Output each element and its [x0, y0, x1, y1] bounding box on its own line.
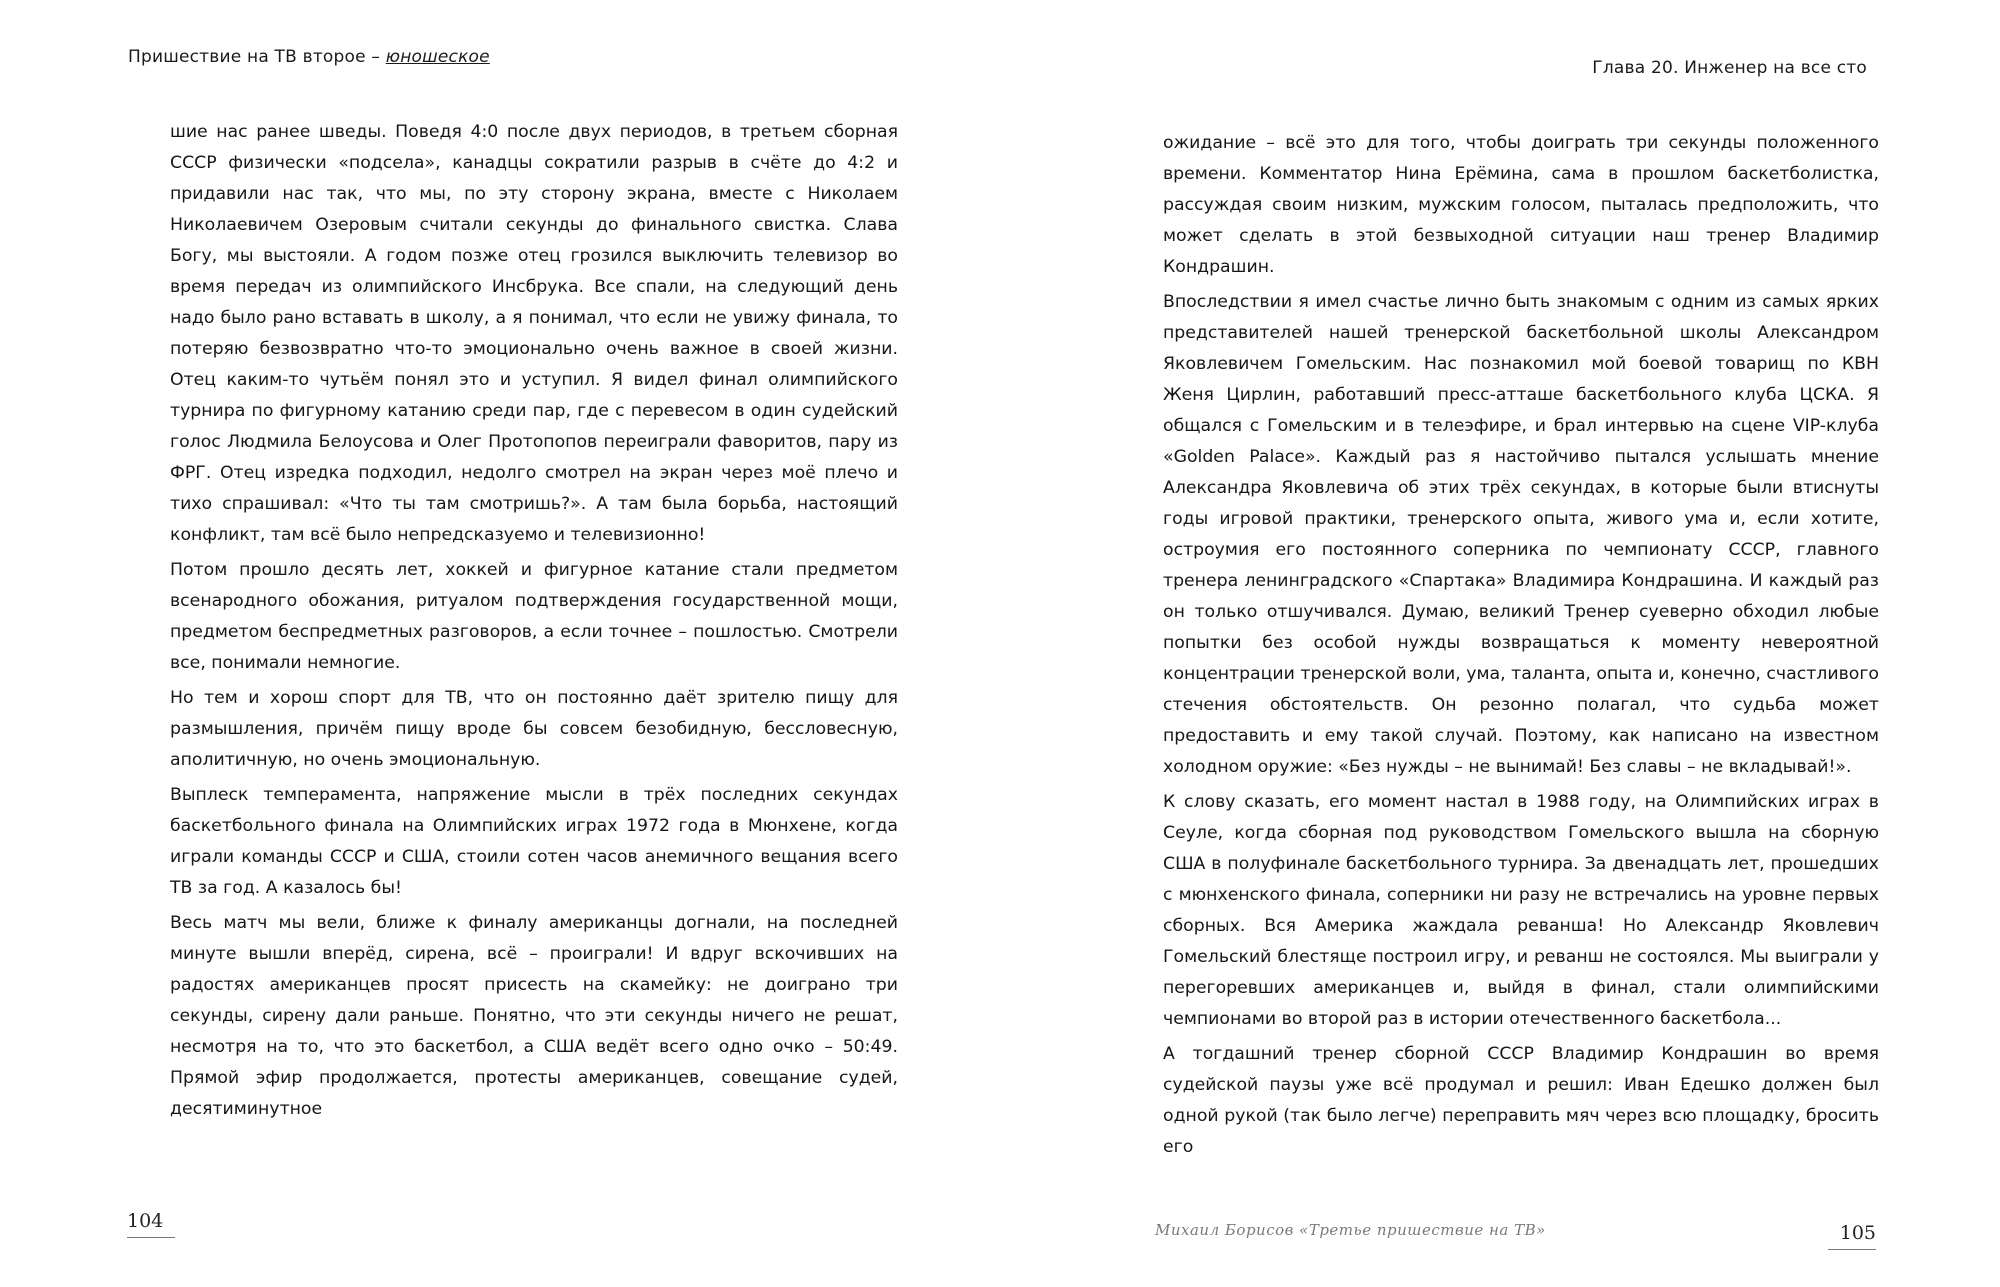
right-paragraph: К слову сказать, его момент настал в 1988 году, на Олимпийских играх в Сеуле, когда сборная под руководством Гомельского вышла на сборную США в полуфинале баскетбольного турнира. За двенадцать лет, прошедших с мюнхенского финала, соперники ни разу не встречались на уровне первых сборных. Вся Америка жаждала реванша! Но Александр Яковлевич Гомельский блестяще построил игру, и реванш не состоялся. Мы выиграли у перегоревших американцев и, выйдя в финал, стали олимпийскими чемпионами во второй раз в истории отечественного баскетбола...: [1163, 792, 1879, 1029]
right-running-head: Глава 20. Инженер на все сто: [1592, 58, 1867, 78]
right-paragraph: Впоследствии я имел счастье лично быть знакомым с одним из самых ярких представителей нашей тренерской баскетбольной школы Александром Яковлевичем Гомельским. Нас познакомил мой боевой товарищ по КВН Женя Цирлин, работавший пресс-атташе баскетбольного клуба ЦСКА. Я общался с Гомельским и в телеэфире, и брал интервью на сцене VIP-клуба «Golden Palace». Каждый раз я настойчиво пытался услышать мнение Александра Яковлевича об этих трёх секундах, в которые были втиснуты годы игровой практики, тренерского опыта, живого ума и, если хотите, остроумия его постоянного соперника по чемпионату СССР, главного тренера ленинградского «Спартака» Владимира Кондрашина. И каждый раз он только отшучивался. Думаю, великий Тренер суеверно обходил любые попытки без особой нужды возвращаться к моменту невероятной концентрации тренерской воли, ума, таланта, опыта и, конечно, счастливого стечения обстоятельств. Он резонно полагал, что судьба может предоставить и ему такой случай. Поэтому, как написано на известном холодном оружие: «Без нужды – не вынимай! Без славы – не вкладывай!».: [1163, 292, 1879, 777]
right-page-number-rule: [1828, 1249, 1876, 1250]
left-paragraph: Весь матч мы вели, ближе к финалу американцы догнали, на последней минуте вышли вперёд, сирена, всё – проиграли! И вдруг вскочивших на радостях американцев просят присесть на скамейку: не доиграно три секунды, сирену дали раньше. Понятно, что эти секунды ничего не решат, несмотря на то, что это баскетбол, а США ведёт всего одно очко – 50:49. Прямой эфир продолжается, протесты американцев, совещание судей, десятиминутное: [170, 913, 898, 1119]
right-paragraph: ожидание – всё это для того, чтобы доиграть три секунды положенного времени. Комментатор Нина Ерёмина, сама в прошлом баскетболистка, рассуждая своим низким, мужским голосом, пыталась предположить, что может сделать в этой безвыходной ситуации наш тренер Владимир Кондрашин.: [1163, 133, 1879, 277]
left-running-head-text: Пришествие на ТВ второе –: [128, 47, 381, 67]
left-running-head: [128, 47, 490, 67]
left-paragraph: Потом прошло десять лет, хоккей и фигурное катание стали предметом всенародного обожания, ритуалом подтверждения государственной мощи, предметом беспредметных разговоров, а если точнее – пошлостью. Смотрели все, понимали немногие.: [170, 560, 898, 673]
left-page-number-rule: [127, 1237, 175, 1238]
left-running-head-italic: юношеское: [385, 47, 490, 67]
left-page-number: 104: [127, 1210, 164, 1232]
right-page-number: 105: [1839, 1222, 1876, 1244]
left-paragraph: Выплеск темперамента, напряжение мысли в трёх последних секундах баскетбольного финала на Олимпийских играх 1972 года в Мюнхене, когда играли команды СССР и США, стоили сотен часов анемичного вещания всего ТВ за год. А казалось бы!: [170, 785, 898, 898]
right-page-body: [1163, 128, 1879, 1167]
footer-credit: Михаил Борисов «Третье пришествие на ТВ»: [1155, 1221, 1546, 1239]
right-paragraph: А тогдашний тренер сборной СССР Владимир Кондрашин во время судейской паузы уже всё продумал и решил: Иван Едешко должен был одной рукой (так было легче) переправить мяч через всю площадку, бросить его: [1163, 1044, 1879, 1157]
left-page-body: [170, 117, 898, 1129]
left-paragraph: Но тем и хорош спорт для ТВ, что он постоянно даёт зрителю пищу для размышления, причём пищу вроде бы совсем безобидную, бессловесную, аполитичную, но очень эмоциональную.: [170, 688, 898, 770]
left-paragraph: шие нас ранее шведы. Поведя 4:0 после двух периодов, в третьем сборная СССР физически «подсела», канадцы сократили разрыв в счёте до 4:2 и придавили нас так, что мы, по эту сторону экрана, вместе с Николаем Николаевичем Озеровым считали секунды до финального свистка. Слава Богу, мы выстояли. А годом позже отец грозился выключить телевизор во время передач из олимпийского Инсбрука. Все спали, на следующий день надо было рано вставать в школу, а я понимал, что если не увижу финала, то потеряю безвозвратно что-то эмоционально очень важное в своей жизни. Отец каким-то чутьём понял это и уступил. Я видел финал олимпийского турнира по фигурному катанию среди пар, где с перевесом в один судейский голос Людмила Белоусова и Олег Протопопов переиграли фаворитов, пару из ФРГ. Отец изредка подходил, недолго смотрел на экран через моё плечо и тихо спрашивал: «Что ты там смотришь?». А там была борьба, настоящий конфликт, там всё было непредсказуемо и телевизионно!: [170, 122, 898, 545]
